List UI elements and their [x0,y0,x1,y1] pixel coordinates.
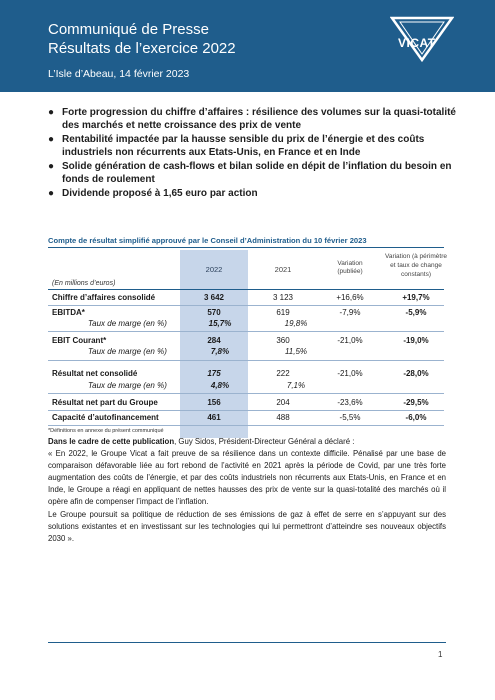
highlight-item: ● Forte progression du chiffre d’affaires : résilience des volumes sur la quasi-totalité des marchés et nette croissance des prix de vente [48,107,456,131]
statement-lead-rest: , Guy Sidos, Président-Directeur Général a déclaré : [174,437,355,446]
table-row: Taux de marge (en %) 15,7% 19,8% [88,319,308,328]
statement-body [48,436,446,545]
units-label: (En millions d’euros) [52,280,116,287]
divider [48,393,444,394]
press-release-header [0,0,495,92]
statement-intro [48,436,446,448]
table-row: Taux de marge (en %) 7,8% 11,5% [88,347,308,356]
highlights-list [48,107,458,203]
page-number: 1 [438,650,443,659]
table-row: Chiffre d’affaires consolidé 3 642 3 123 +16,6% +19,7% [52,293,430,302]
highlight-item: ● Rentabilité impactée par la hausse sensible du prix de l’énergie et des coûts industriels non récurrents aux Etats-Unis, en France et en Inde [48,134,425,158]
divider [48,425,444,426]
divider [48,289,444,290]
header-2022: 2022 [205,265,223,274]
statement-lead: Dans le cadre de cette publication [48,437,175,446]
table-row: EBITDA* 570 619 -7,9% -5,9% [52,308,427,317]
table-row: Résultat net part du Groupe 156 204 -23,6% -29,5% [52,398,429,407]
table-row: EBIT Courant* 284 360 -21,0% -19,0% [52,336,429,345]
bullet-icon: ● [48,134,55,145]
header-variation-constant: Variation (à périmètre et taux de change constants) [384,253,448,278]
header-2021: 2021 [274,265,292,274]
highlight-item: ● Dividende proposé à 1,65 euro par action [48,188,258,199]
table-footnote: *Définitions en annexe du présent communiqué [48,428,164,434]
divider [48,305,444,306]
highlight-item: ● Solide génération de cash-flows et bilan solide en dépit de l’inflation du besoin en fonds de roulement [48,161,452,185]
statement-quote: « En 2022, le Groupe Vicat a fait preuve de sa résilience dans un contexte difficile. Pénalisé par une base de comparaison défavorable liée au fort rebond de l’activité en 2021 après la période de Covid, par une très forte augmentation des coûts de l’énergie, et par des coûts industriels non récurrents aux Etats-Unis, en France et en Inde, le Groupe a réagi en appliquant de nettes hausses des prix de vente sur la quasi-totalité des marchés où il opère afin de compenser l’impact de l’inflation. [48,449,446,507]
bullet-icon: ● [48,188,55,199]
header-title: Communiqué de Presse [48,21,209,38]
divider [48,410,444,411]
divider [48,360,444,361]
table-row: Taux de marge (en %) 4,8% 7,1% [88,381,306,390]
divider [48,247,444,248]
divider [48,331,444,332]
footer-divider [48,642,446,643]
table-title: Compte de résultat simplifié approuvé par le Conseil d’Administration du 10 février 2023 [48,236,367,245]
header-date: L’Isle d’Abeau, 14 février 2023 [48,68,190,80]
header-subtitle: Résultats de l’exercice 2022 [48,40,236,57]
logo-wordmark: VICAT [398,36,436,50]
header-variation: Variation (publiée) [337,260,363,275]
statement-paragraph: Le Groupe poursuit sa politique de réduction de ses émissions de gaz à effet de serre en s’appuyant sur des solutions existantes et en investissant sur les technologies qui lui permettront d’atteindre ses nouveaux objectifs 2030 ». [48,509,446,543]
bullet-icon: ● [48,161,55,172]
table-row: Capacité d’autofinancement 461 488 -5,5% -6,0% [52,413,427,422]
table-row: Résultat net consolidé 175 222 -21,0% -28,0% [52,369,429,378]
bullet-icon: ● [48,107,55,118]
